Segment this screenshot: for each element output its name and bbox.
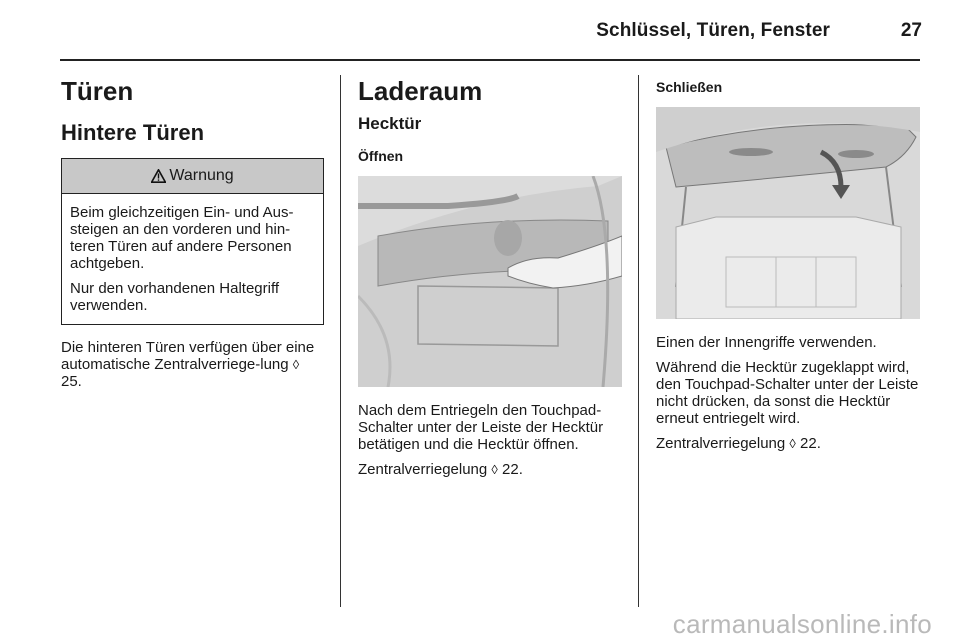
warning-box [61, 158, 324, 325]
central-locking-reference [358, 461, 622, 478]
opening-instruction-text: Nach dem Entriegeln den Touchpad-Schalter unter der Leiste der Hecktür betätigen und die Hecktür öffnen. [358, 402, 604, 453]
warning-title: Warnung [169, 167, 234, 184]
section-title-cargo: Laderaum [358, 76, 483, 106]
closing-instruction-text: Einen der Innengriffe verwenden. [656, 334, 877, 351]
column-cargo [358, 70, 622, 478]
body-text: Die hinteren Türen verfügen über eine automatische Zentralverriege-lung [61, 339, 315, 373]
warning-paragraph: Nur den vorhandenen Haltegriff verwenden. [70, 280, 280, 314]
watermark: carmanualsonline.info [672, 609, 932, 639]
subsection-title-rear-doors: Hintere Türen [61, 120, 205, 145]
column-divider-2 [638, 75, 639, 607]
section-title-doors: Türen [61, 76, 134, 106]
cross-reference-icon: ◊ [292, 357, 300, 372]
tailgate-opening-illustration [358, 176, 622, 387]
cross-reference-icon: ◊ [491, 462, 498, 477]
tailgate-closing-illustration [656, 107, 920, 319]
column-closing [656, 70, 920, 452]
running-header-title: Schlüssel, Türen, Fenster [596, 20, 830, 41]
column-divider-1 [340, 75, 341, 607]
heading-opening: Öffnen [358, 148, 404, 164]
closing-warning-text: Während die Hecktür zugeklappt wird, den Touchpad-Schalter unter der Leiste nicht drücken, da sonst die Hecktür erneut entriegelt wird. [656, 359, 919, 427]
reference-text: Zentralverriegelung [656, 435, 786, 452]
warning-header [62, 159, 323, 194]
page-number: 27 [900, 20, 922, 41]
heading-closing: Schließen [656, 79, 723, 95]
cross-reference-page[interactable]: 22. [502, 461, 523, 478]
central-locking-reference [656, 435, 920, 452]
column-doors [61, 70, 324, 390]
cross-reference-icon: ◊ [789, 436, 796, 451]
cross-reference-page[interactable]: 22. [800, 435, 821, 452]
subsection-title-tailgate: Hecktür [358, 114, 422, 133]
warning-triangle-icon [151, 169, 166, 183]
reference-text: Zentralverriegelung [358, 461, 488, 478]
warning-body [62, 194, 323, 324]
rear-doors-body-text [61, 339, 324, 390]
warning-paragraph: Beim gleichzeitigen Ein- und Aus-steigen an den vorderen und hin-teren Türen auf andere Personen achtgeben. [70, 204, 294, 272]
header-divider [60, 59, 920, 61]
cross-reference-page[interactable]: 25. [61, 373, 82, 390]
